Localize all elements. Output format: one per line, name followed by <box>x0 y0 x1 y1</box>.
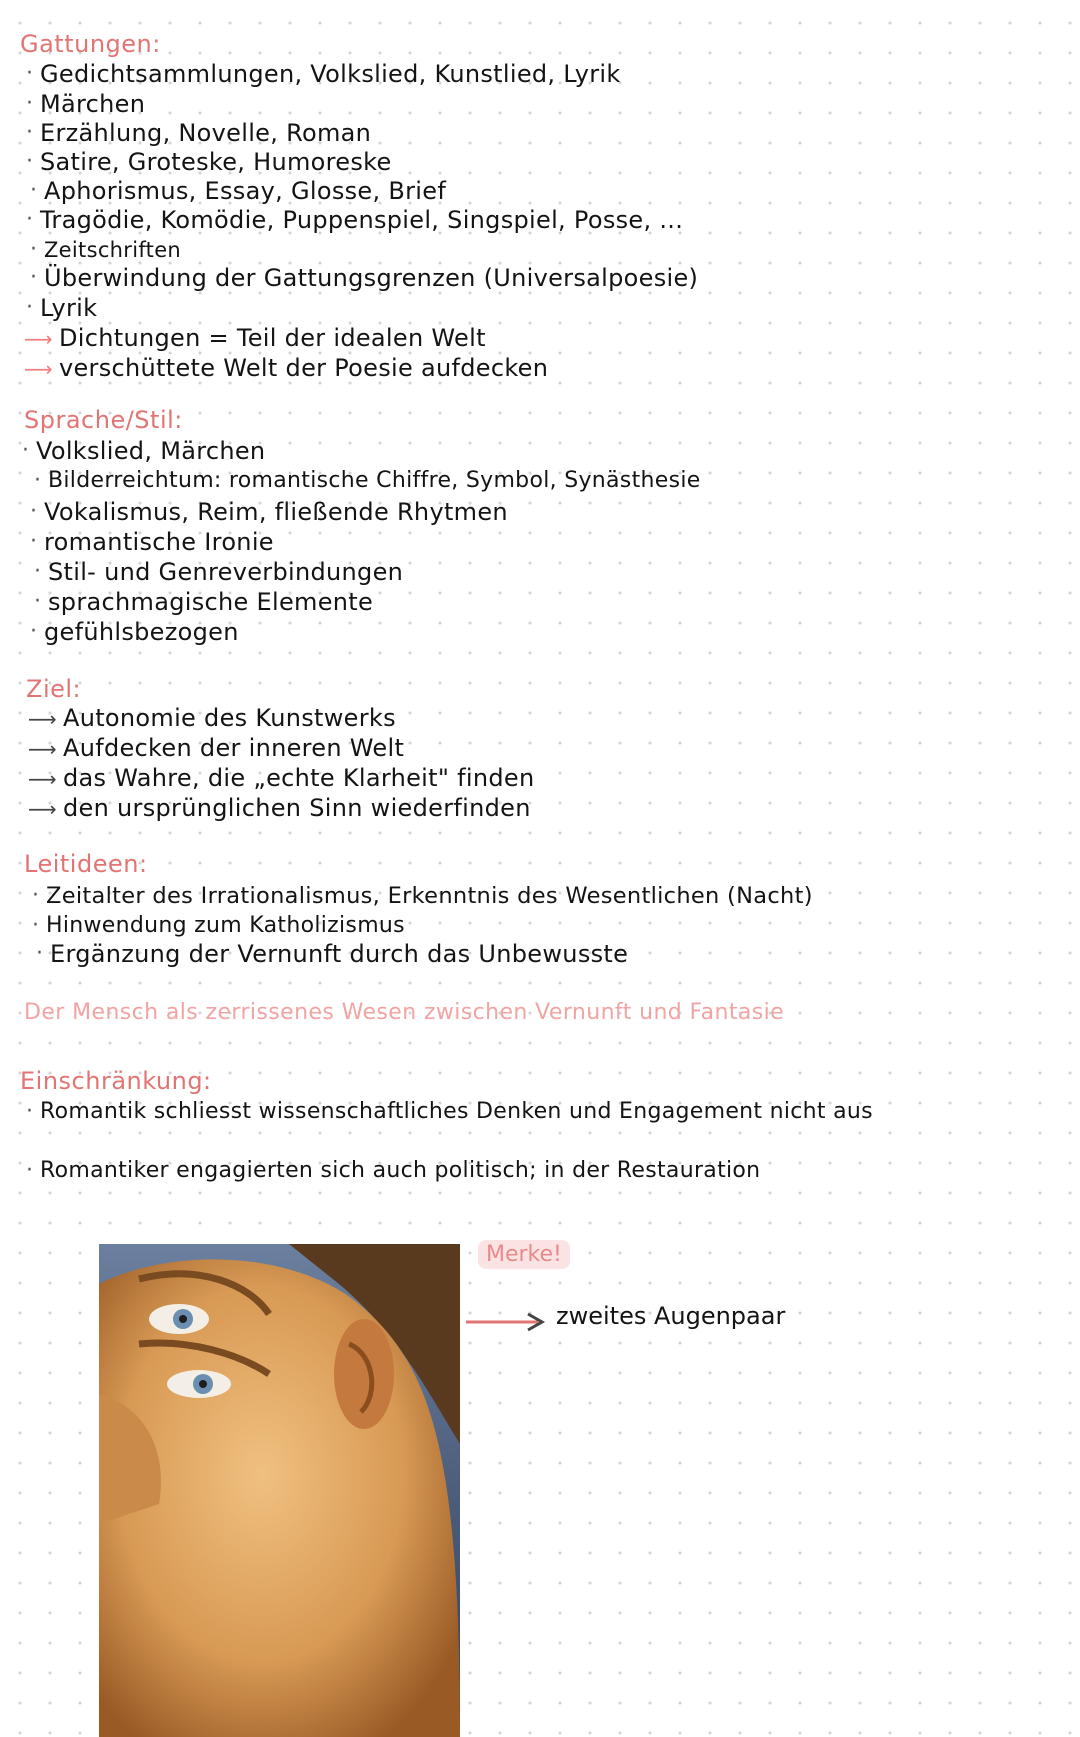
ziel-arrow-text: Aufdecken der inneren Welt <box>62 734 405 762</box>
surreal-face-icon <box>99 1244 460 1737</box>
ziel-heading: Ziel: <box>26 675 82 703</box>
ziel-arrow-line <box>28 764 534 793</box>
sprache-item: · Bilderreichtum: romantische Chiffre, Symbol, Synästhesie <box>48 467 701 495</box>
ziel-arrow-line <box>28 734 404 763</box>
ziel-arrow-text: das Wahre, die „echte Klarheit" finden <box>62 764 535 792</box>
gattungen-heading: Gattungen: <box>20 30 161 58</box>
gattungen-item: · Satire, Groteske, Humoreske <box>40 148 392 176</box>
surreal-face-image <box>99 1244 460 1737</box>
sprache-item: · Volkslied, Märchen <box>36 437 265 465</box>
sprache-item: · gefühlsbezogen <box>44 618 239 646</box>
einschraenkung-item: · Romantik schliesst wissenschaftliches Denken und Engagement nicht aus <box>40 1097 1050 1127</box>
arrow-right-icon: ⟶ <box>24 357 53 381</box>
sprache-item: · romantische Ironie <box>44 528 274 556</box>
gattungen-item: · Zeitschriften <box>44 236 181 264</box>
sprache-heading: Sprache/Stil: <box>24 406 183 434</box>
sprache-item: · Stil- und Genreverbindungen <box>48 558 403 586</box>
arrow-right-icon: ⟶ <box>28 707 57 731</box>
leitideen-item: · Ergänzung der Vernunft durch das Unbewusste <box>50 940 628 968</box>
gattungen-item: · Erzählung, Novelle, Roman <box>40 119 371 147</box>
merke-note: zweites Augenpaar <box>556 1302 786 1330</box>
sprache-item: · sprachmagische Elemente <box>48 588 373 616</box>
gattungen-item: · Märchen <box>40 90 145 118</box>
arrow-right-icon: ⟶ <box>24 327 53 351</box>
leitideen-item: · Hinwendung zum Katholizismus <box>46 912 405 940</box>
gattungen-arrow-line <box>24 324 486 353</box>
gattungen-item: · Überwindung der Gattungsgrenzen (Universalpoesie) <box>44 264 698 292</box>
gattungen-item: · Aphorismus, Essay, Glosse, Brief <box>44 177 446 205</box>
gattungen-item: · Tragödie, Komödie, Puppenspiel, Singspiel, Posse, ... <box>40 206 683 234</box>
ziel-arrow-line <box>28 704 396 733</box>
ziel-arrow-line <box>28 794 531 823</box>
arrow-right-icon: ⟶ <box>28 737 57 761</box>
sprache-item: · Vokalismus, Reim, fließende Rhytmen <box>44 498 508 526</box>
gattungen-arrow-line <box>24 354 548 383</box>
einschraenkung-item: · Romantiker engagierten sich auch politisch; in der Restauration <box>40 1157 760 1185</box>
ziel-arrow-text: Autonomie des Kunstwerks <box>62 704 396 732</box>
arrow-right-icon <box>466 1312 546 1332</box>
einschraenkung-heading: Einschränkung: <box>20 1067 212 1095</box>
leitideen-quote: Der Mensch als zerrissenes Wesen zwischen Vernunft und Fantasie <box>24 1000 785 1025</box>
arrow-right-icon: ⟶ <box>28 767 57 791</box>
gattungen-item: · Gedichtsammlungen, Volkslied, Kunstlied, Lyrik <box>40 60 621 88</box>
ziel-arrow-text: den ursprünglichen Sinn wiederfinden <box>62 794 531 822</box>
gattungen-arrow-text: Dichtungen = Teil der idealen Welt <box>58 324 486 352</box>
merke-badge: Merke! <box>478 1240 570 1269</box>
gattungen-arrow-text: verschüttete Welt der Poesie aufdecken <box>58 354 549 382</box>
arrow-right-icon: ⟶ <box>28 797 57 821</box>
gattungen-item: · Lyrik <box>40 294 97 322</box>
leitideen-item: · Zeitalter des Irrationalismus, Erkenntnis des Wesentlichen (Nacht) <box>46 882 813 910</box>
leitideen-heading: Leitideen: <box>24 850 148 878</box>
